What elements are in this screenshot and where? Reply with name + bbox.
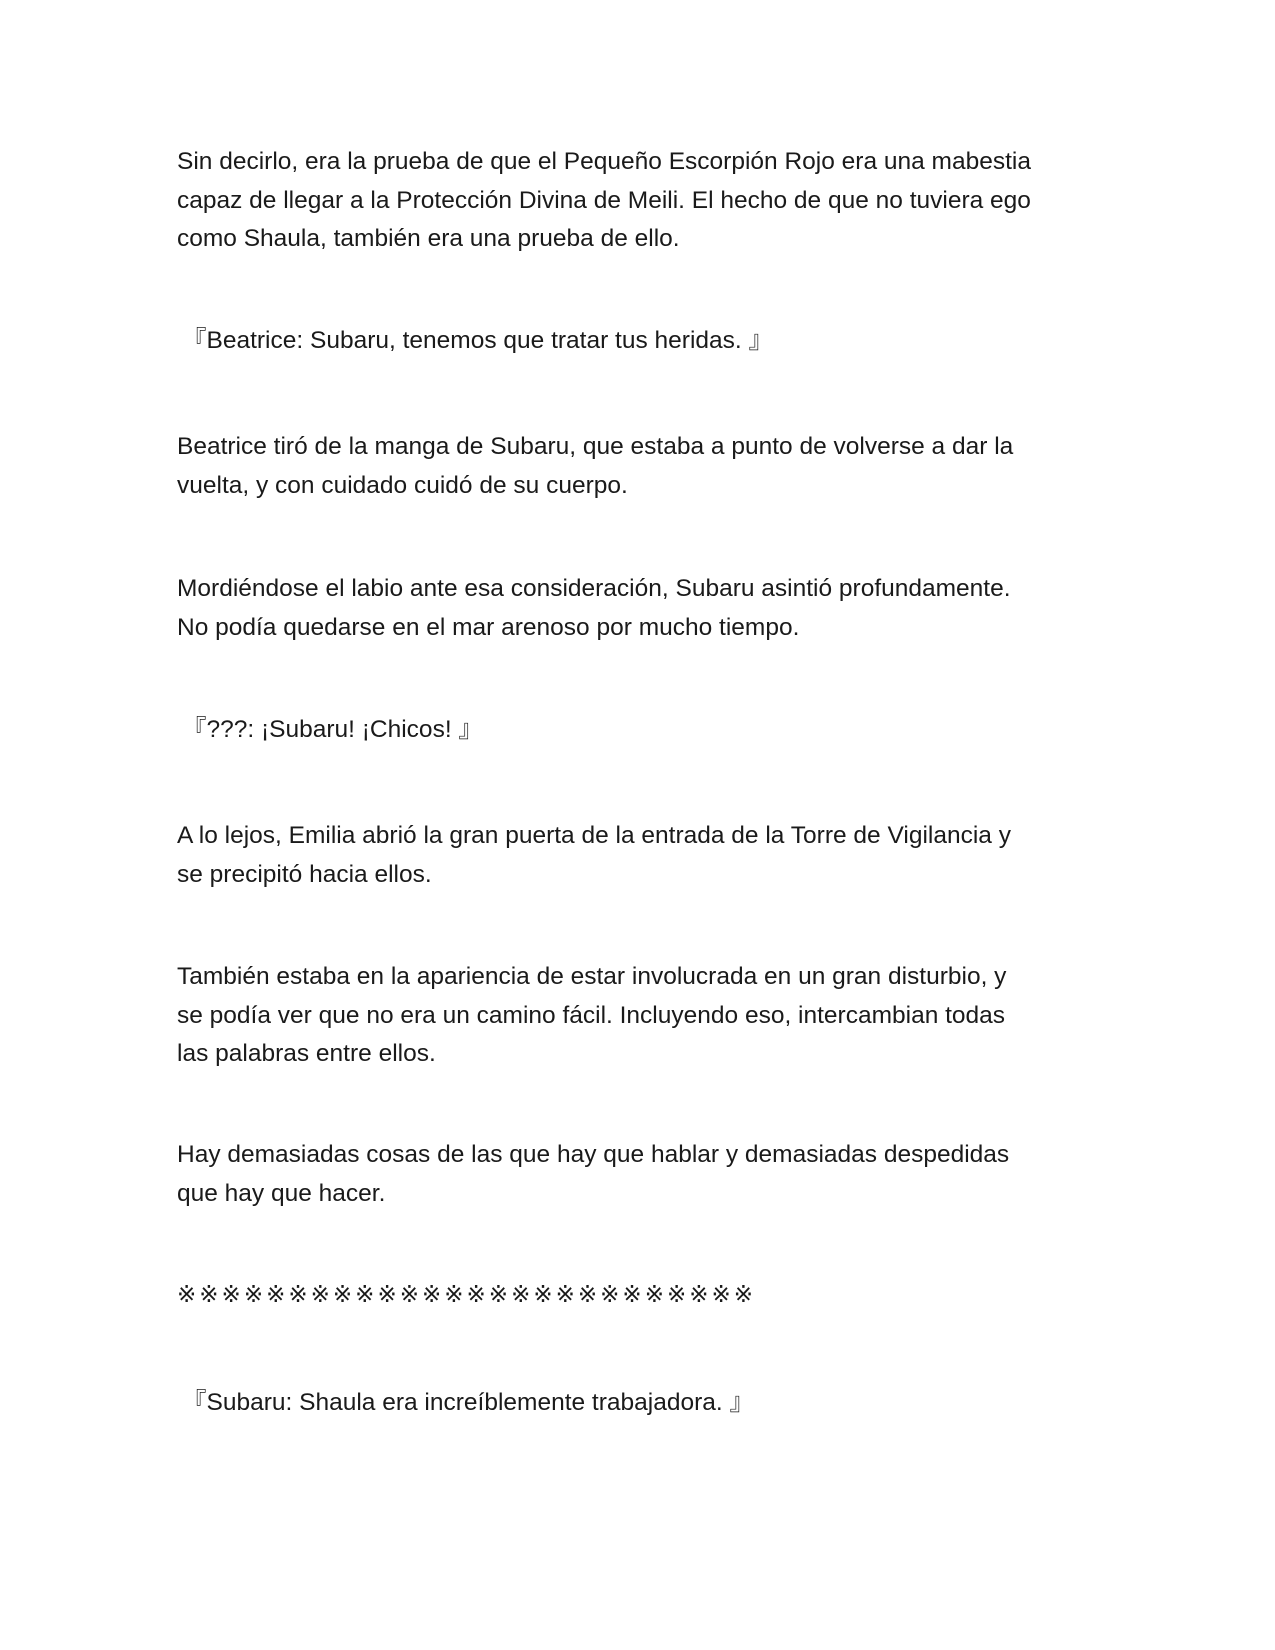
paragraph-5 [177,958,1117,1074]
paragraph-3 [177,570,1117,647]
paragraph-line: las palabras entre ellos. [177,1040,436,1067]
paragraph-line: Mordiéndose el labio ante esa consideración, Subaru asintió profundamente. [177,575,1011,602]
paragraph-line: se precipitó hacia ellos. [177,860,432,888]
dialogue-beatrice [182,322,1122,361]
paragraph-line: que hay que hacer. [177,1179,386,1207]
paragraph-line: como Shaula, también era una prueba de ello. [177,225,680,252]
paragraph-1 [177,143,1117,259]
paragraph-6 [177,1136,1117,1213]
dialogue-unknown [182,711,1122,750]
paragraph-line: No podía quedarse en el mar arenoso por mucho tiempo. [177,613,800,641]
paragraph-line: También estaba en la apariencia de estar involucrada en un gran disturbio, y [177,963,1007,990]
paragraph-line: A lo lejos, Emilia abrió la gran puerta de la entrada de la Torre de Vigilancia y [177,822,1011,849]
paragraph-line: se podía ver que no era un camino fácil. Incluyendo eso, intercambian todas [177,1001,1006,1029]
paragraph-2 [177,428,1117,505]
paragraph-line: capaz de llegar a la Protección Divina de Meili. El hecho de que no tuviera ego [177,186,1031,214]
paragraph-line: vuelta, y con cuidado cuidó de su cuerpo. [177,471,628,499]
separator-line: ※※※※※※※※※※※※※※※※※※※※※※※※※※ [177,1282,757,1308]
paragraph-4 [177,817,1117,894]
dialogue-line: 『Subaru: Shaula era increíblemente trabajadora. 』 [182,1389,754,1416]
dialogue-line: 『Beatrice: Subaru, tenemos que tratar tus heridas. 』 [182,327,774,354]
dialogue-line: 『???: ¡Subaru! ¡Chicos! 』 [182,716,483,743]
scene-separator [177,1276,1117,1315]
paragraph-line: Hay demasiadas cosas de las que hay que hablar y demasiadas despedidas [177,1141,1010,1168]
paragraph-line: Sin decirlo, era la prueba de que el Pequeño Escorpión Rojo era una mabestia [177,148,1031,175]
paragraph-line: Beatrice tiró de la manga de Subaru, que estaba a punto de volverse a dar la [177,433,1014,460]
dialogue-subaru [182,1384,1122,1423]
